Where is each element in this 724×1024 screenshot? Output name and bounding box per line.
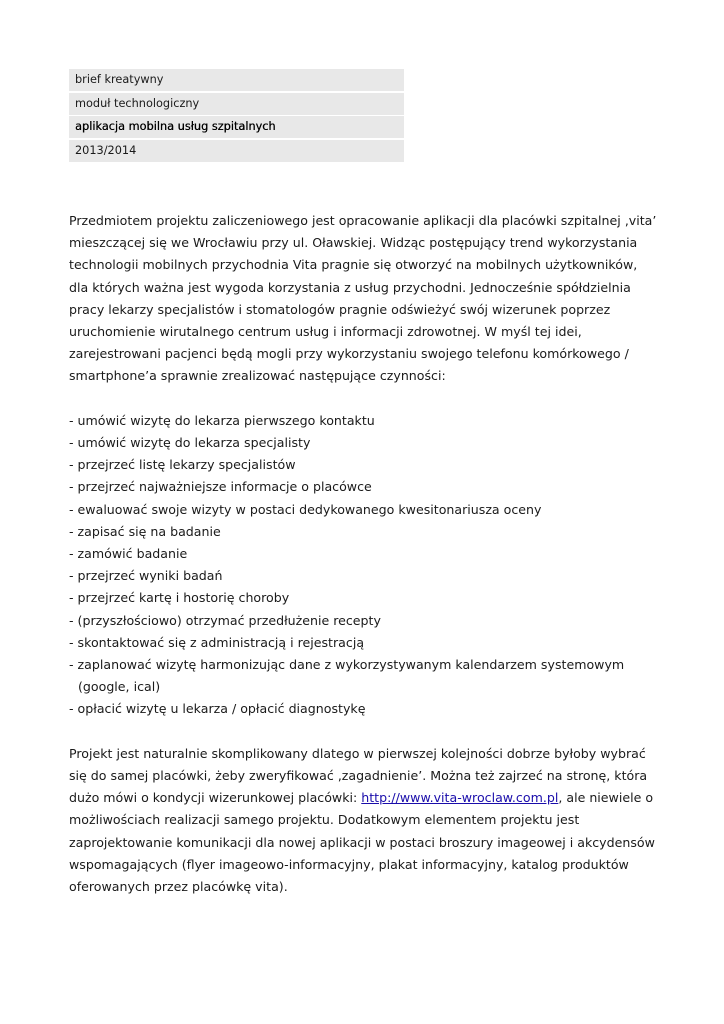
vita-website-link[interactable]: http://www.vita-wroclaw.com.pl: [361, 790, 559, 806]
brief-header-table: [69, 69, 404, 163]
header-row-document-type: brief kreatywny: [69, 69, 404, 91]
task-item: - zaplanować wizytę harmonizując dane z wykorzystywanym kalendarzem systemowym (google, ical): [69, 657, 625, 695]
task-item: - przejrzeć wyniki badań: [69, 568, 223, 584]
intro-paragraph: Przedmiotem projektu zaliczeniowego jest opracowanie aplikacji dla placówki szpitalnej ‚vita’ mieszczącej się we Wrocławiu przy ul. Oławskiej. Widząc postępujący trend wykorzystania technologii mobilnych przychodnia Vita pragnie się otworzyć na mobilnych użytkowników, dla których ważna jest wygoda korzystania z usług przychodni. Jednocześnie spółdzielnia pracy lekarzy specjalistów i stomatologów pragnie odświeżyć swój wizerunek poprzez uruchomienie wirutalnego centrum usług i informacji zdrowotnej. W myśl tej idei, zarejestrowani pacjenci będą mogli przy wykorzystaniu swojego telefonu komórkowego / smartphone’a sprawnie zrealizować następujące czynności:: [69, 213, 657, 384]
task-item: - opłacić wizytę u lekarza / opłacić diagnostykę: [69, 701, 366, 717]
task-item: - skontaktować się z administracją i rejestracją: [69, 634, 365, 650]
task-item: - (przyszłościowo) otrzymać przedłużenie recepty: [69, 612, 381, 628]
task-item: - przejrzeć najważniejsze informacje o placówce: [69, 479, 372, 495]
task-item: - zapisać się na badanie: [69, 523, 221, 539]
header-row-year: 2013/2014: [69, 140, 404, 162]
closing-text-before-link: Projekt jest naturalnie skomplikowany dlatego w pierwszej kolejności dobrze byłoby wybrać się do samej placówki, żeby zweryfikować ‚zagadnienie’. Można też zajrzeć na stronę, która dużo mówi o kondycji wizerunkowej placówki:: [69, 745, 648, 806]
task-list: [69, 410, 659, 721]
task-item: - przejrzeć kartę i hostorię choroby: [69, 590, 290, 606]
brief-body: [69, 210, 659, 898]
task-item: - przejrzeć listę lekarzy specjalistów: [69, 457, 296, 473]
closing-text-after-link: , ale niewiele o możliwościach realizacji samego projektu. Dodatkowym elementem projektu jest zaprojektowanie komunikacji dla nowej aplikacji w postaci broszury imageowej i akcydensów wspomagających (flyer imageowo-informacyjny, plakat informacyjny, katalog produktów oferowanych przez placówkę vita).: [69, 790, 655, 895]
task-item: - ewaluować swoje wizyty w postaci dedykowanego kwesitonariusza oceny: [69, 501, 542, 517]
header-row-module: moduł technologiczny: [69, 93, 404, 115]
header-row-project-title: aplikacja mobilna usług szpitalnych: [69, 116, 404, 138]
task-item: - zamówić badanie: [69, 546, 188, 562]
task-item: - umówić wizytę do lekarza specjalisty: [69, 435, 311, 451]
task-item: - umówić wizytę do lekarza pierwszego kontaktu: [69, 412, 375, 428]
closing-paragraph: [69, 743, 659, 898]
